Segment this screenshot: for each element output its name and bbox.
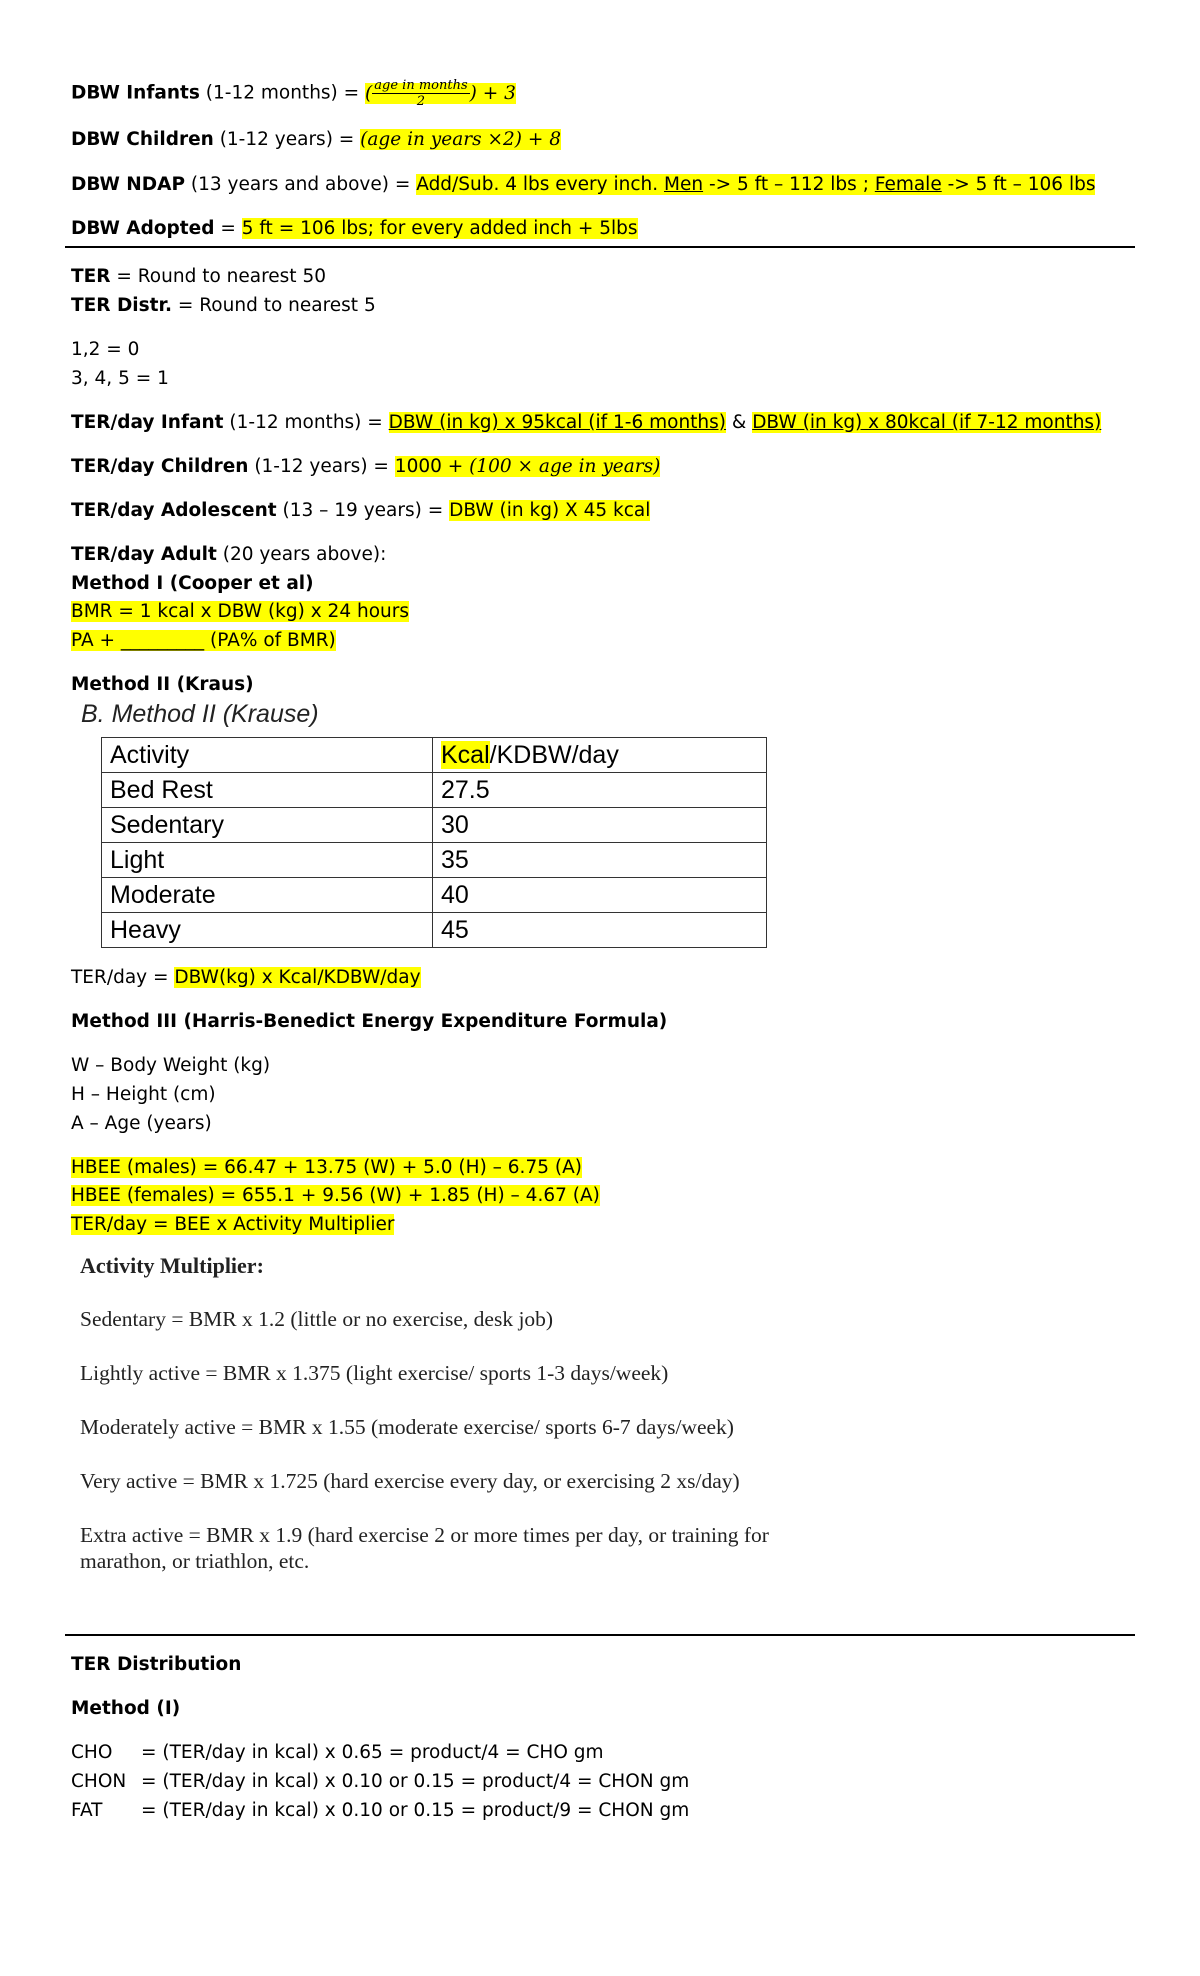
method2-ter-prefix: TER/day = bbox=[71, 967, 175, 988]
multiplier-sedentary: Sedentary = BMR x 1.2 (little or no exercise, desk job) bbox=[80, 1307, 554, 1331]
ter-text: = Round to nearest 50 bbox=[110, 266, 326, 287]
table-header-row bbox=[102, 738, 767, 773]
ter-children-formula bbox=[395, 456, 661, 477]
method2-ter-line bbox=[71, 966, 421, 990]
method3-title: Method III (Harris-Benedict Energy Expenditure Formula) bbox=[71, 1011, 668, 1032]
dbw-ndap-range: (13 years and above) = bbox=[185, 174, 417, 195]
multiplier-very-active: Very active = BMR x 1.725 (hard exercise every day, or exercising 2 xs/day) bbox=[80, 1469, 740, 1493]
dbw-children-range: (1-12 years) = bbox=[213, 129, 361, 150]
method1-pa: PA + _________ (PA% of BMR) bbox=[71, 630, 336, 651]
ter-distr-line bbox=[71, 294, 376, 318]
table-row bbox=[102, 773, 767, 808]
ndap-men: Men bbox=[663, 174, 704, 195]
ndap-part3: -> 5 ft – 106 lbs bbox=[941, 174, 1096, 195]
table-row bbox=[102, 878, 767, 913]
row-activity: Light bbox=[102, 843, 433, 878]
dbw-children-formula: (age in years ×2) + 8 bbox=[360, 129, 561, 150]
method1-line1 bbox=[71, 600, 409, 624]
row-value: 35 bbox=[433, 843, 767, 878]
ndap-part2: -> 5 ft – 112 lbs ; bbox=[703, 174, 875, 195]
dbw-ndap-formula bbox=[416, 174, 1095, 195]
table-row bbox=[102, 843, 767, 878]
ter-distr-text: = Round to nearest 5 bbox=[172, 295, 376, 316]
ter-infant-formula-1: DBW (in kg) x 95kcal (if 1-6 months) bbox=[388, 412, 726, 433]
dbw-infants-formula bbox=[365, 78, 516, 109]
fraction bbox=[372, 78, 469, 109]
dbw-ndap-label: DBW NDAP bbox=[71, 174, 186, 195]
method3-ter-line bbox=[71, 1213, 394, 1237]
ter-children-line bbox=[71, 455, 660, 479]
ter-adult-range: (20 years above): bbox=[216, 544, 387, 565]
multiplier-moderately-active: Moderately active = BMR x 1.55 (moderate exercise/ sports 6-7 days/week) bbox=[80, 1415, 734, 1439]
row-value: 30 bbox=[433, 808, 767, 843]
distribution-row-chon bbox=[71, 1770, 689, 1794]
hbee-males-line bbox=[71, 1156, 582, 1180]
method3-ter: TER/day = BEE x Activity Multiplier bbox=[71, 1214, 395, 1235]
section-divider bbox=[65, 246, 1135, 248]
ter-children-label: TER/day Children bbox=[71, 456, 249, 477]
dbw-children-label: DBW Children bbox=[71, 129, 214, 150]
row-value: 45 bbox=[433, 913, 767, 948]
row-activity: Moderate bbox=[102, 878, 433, 913]
ter-infant-label: TER/day Infant bbox=[71, 412, 224, 433]
fraction-denominator: 2 bbox=[416, 94, 426, 109]
ter-adult-line bbox=[71, 543, 386, 567]
dbw-adopted-formula: 5 ft = 106 lbs; for every added inch + 5lbs bbox=[241, 218, 638, 239]
hbee-males: HBEE (males) = 66.47 + 13.75 (W) + 5.0 (H) – 6.75 (A) bbox=[71, 1157, 582, 1178]
row-value: 40 bbox=[433, 878, 767, 913]
method3-a: A – Age (years) bbox=[71, 1113, 212, 1134]
ter-round-line bbox=[71, 265, 326, 289]
dbw-infants-range: (1-12 months) = bbox=[199, 82, 366, 104]
method3-w: W – Body Weight (kg) bbox=[71, 1055, 271, 1076]
macro-label: CHON bbox=[71, 1771, 127, 1792]
dbw-adopted-line bbox=[71, 217, 638, 241]
table-row bbox=[102, 913, 767, 948]
dbw-adopted-eq: = bbox=[214, 218, 242, 239]
method1-title: Method I (Cooper et al) bbox=[71, 573, 314, 594]
distribution-row-cho bbox=[71, 1741, 604, 1765]
ter-infant-line bbox=[71, 411, 1101, 435]
paren-open: ( bbox=[365, 82, 373, 104]
dbw-infants-label: DBW Infants bbox=[71, 82, 200, 104]
ndap-part1: Add/Sub. 4 lbs every inch. bbox=[416, 174, 664, 195]
activity-multiplier-title: Activity Multiplier: bbox=[80, 1253, 264, 1278]
dbw-children-line bbox=[71, 128, 561, 152]
multiplier-lightly-active: Lightly active = BMR x 1.375 (light exercise/ sports 1-3 days/week) bbox=[80, 1361, 669, 1385]
header-kcal bbox=[433, 738, 767, 773]
ter-adolescent-formula: DBW (in kg) X 45 kcal bbox=[449, 500, 651, 521]
fraction-numerator: age in months bbox=[374, 78, 468, 93]
macro-formula: = (TER/day in kcal) x 0.10 or 0.15 = product/9 = CHON gm bbox=[141, 1800, 690, 1821]
ter-adult-label: TER/day Adult bbox=[71, 544, 217, 565]
distribution-title: TER Distribution bbox=[71, 1654, 242, 1675]
distribution-row-fat bbox=[71, 1799, 689, 1823]
method3-h: H – Height (cm) bbox=[71, 1084, 216, 1105]
ter-children-range: (1-12 years) = bbox=[248, 456, 395, 477]
method2-title: Method II (Kraus) bbox=[71, 674, 254, 695]
ter-children-f2: (100 × age in years) bbox=[469, 456, 661, 477]
macro-formula: = (TER/day in kcal) x 0.10 or 0.15 = product/4 = CHON gm bbox=[141, 1771, 690, 1792]
row-activity: Sedentary bbox=[102, 808, 433, 843]
hbee-females-line bbox=[71, 1184, 600, 1208]
multiplier-extra-active-cont: marathon, or triathlon, etc. bbox=[80, 1549, 310, 1573]
ndap-female: Female bbox=[874, 174, 942, 195]
ter-distr-label: TER Distr. bbox=[71, 295, 173, 316]
ter-label: TER bbox=[71, 266, 111, 287]
section-divider bbox=[65, 1634, 1135, 1636]
dbw-ndap-line bbox=[71, 173, 1095, 197]
ter-infant-formula-2: DBW (in kg) x 80kcal (if 7-12 months) bbox=[752, 412, 1102, 433]
ter-children-f1: 1000 + bbox=[394, 456, 470, 477]
ter-adolescent-line bbox=[71, 499, 650, 523]
ter-adolescent-range: (13 – 19 years) = bbox=[276, 500, 450, 521]
ter-infant-range: (1-12 months) = bbox=[223, 412, 389, 433]
ter-adolescent-label: TER/day Adolescent bbox=[71, 500, 277, 521]
formula-tail: ) + 3 bbox=[469, 82, 516, 104]
row-activity: Bed Rest bbox=[102, 773, 433, 808]
method2-ter-formula: DBW(kg) x Kcal/KDBW/day bbox=[174, 967, 421, 988]
dbw-adopted-label: DBW Adopted bbox=[71, 218, 215, 239]
macro-label: FAT bbox=[71, 1800, 103, 1821]
dbw-infants-line bbox=[71, 78, 516, 109]
multiplier-extra-active: Extra active = BMR x 1.9 (hard exercise 2 or more times per day, or training for bbox=[80, 1523, 769, 1547]
hbee-females: HBEE (females) = 655.1 + 9.56 (W) + 1.85 (H) – 4.67 (A) bbox=[71, 1185, 600, 1206]
distribution-method: Method (I) bbox=[71, 1698, 181, 1719]
row-value: 27.5 bbox=[433, 773, 767, 808]
macro-formula: = (TER/day in kcal) x 0.65 = product/4 = CHO gm bbox=[141, 1742, 604, 1763]
row-activity: Heavy bbox=[102, 913, 433, 948]
rounding-rule-2: 3, 4, 5 = 1 bbox=[71, 368, 169, 389]
krause-table bbox=[101, 737, 767, 948]
header-kcal-highlight: Kcal bbox=[441, 740, 490, 769]
method1-line2 bbox=[71, 629, 336, 653]
method2-scan-title: B. Method II (Krause) bbox=[81, 700, 319, 728]
ter-infant-amp: & bbox=[726, 412, 753, 433]
header-kcal-unit: /KDBW/day bbox=[489, 740, 619, 769]
header-activity: Activity bbox=[102, 738, 433, 773]
method1-bmr: BMR = 1 kcal x DBW (kg) x 24 hours bbox=[71, 601, 409, 622]
macro-label: CHO bbox=[71, 1742, 113, 1763]
rounding-rule-1: 1,2 = 0 bbox=[71, 339, 140, 360]
table-row bbox=[102, 808, 767, 843]
